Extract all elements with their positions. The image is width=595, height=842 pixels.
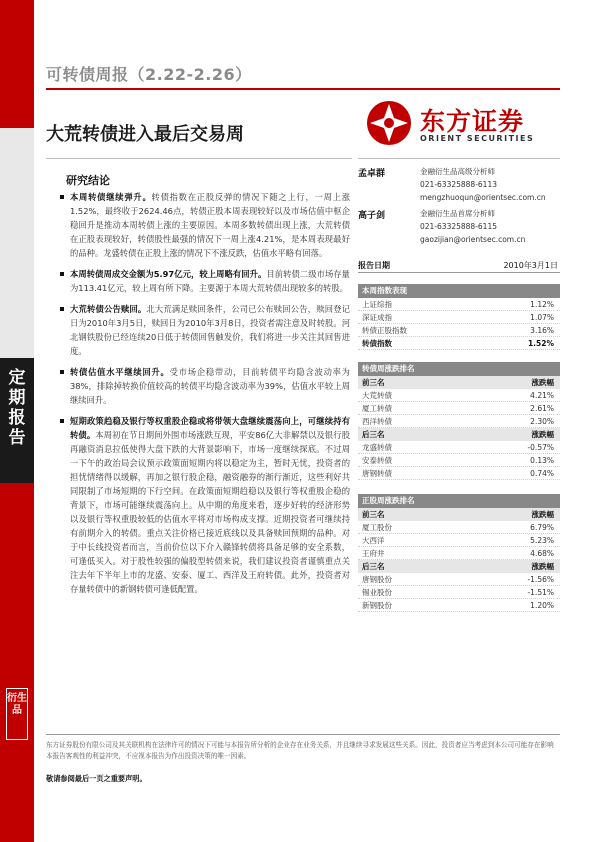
conclusion-body: 本周初在节日期间外围市场涨跌互现，平安86亿大非解禁以及银行股再融资消息拉低使得大盘下跌的大背景影响下，市场一度继续探底。不过周一下午的政治局会议预示政策面短期内将以稳定为主，暂时无忧，投资者的担忧情绪得以缓解，再加之银行股企稳，融资融券的渐行渐近，这些利好共同限制了市场短期的下行空间。在政策面短期趋稳以及银行等权重股企稳的背景下，市场可能继续震荡向上。从中期的角度来看，逐步好转的经济形势以及银行等权重股较低的估值水平将对市场构成支撑。近期投资者可继续持有前期介入的转债。重点关注价格已接近底线以及具备赎回预期的品种。对于中长线投资者而言，当前价位以下介入赣锋转债将具备足够的安全系数，可逢低买入。对于股性较强的偏股型转债来说，我们建议投资者谨慎重点关注去年下半年上市的龙盛、安泰、厦工、西洋及王府转债。此外，投资者对存量转债中的新钢转债可逢低配置。 (70, 430, 350, 594)
row-name: 上证综指 (362, 300, 392, 309)
row-value: 4.21% (530, 391, 554, 400)
subheader-value-label: 涨跌幅 (531, 430, 554, 439)
row-name: 转债指数 (362, 339, 392, 348)
row-value: 0.13% (530, 456, 554, 465)
analyst-card (358, 208, 560, 252)
row-value: 1.07% (530, 313, 554, 322)
table-row (358, 415, 560, 428)
conclusion-item (60, 302, 350, 358)
index-performance-table (358, 284, 560, 350)
table-row (358, 573, 560, 586)
footer-divider (46, 734, 560, 735)
report-date-label: 报告日期 (358, 261, 390, 270)
table-subheader (358, 428, 560, 441)
row-name: 唐钢转债 (362, 469, 392, 478)
row-name: 唐钢股份 (362, 575, 392, 584)
analyst-email[interactable]: gaozijian@orientsec.com.cn (420, 235, 526, 244)
row-value: -1.56% (527, 575, 554, 584)
row-name: 深证成指 (362, 313, 392, 322)
conclusion-heading: 本周转债继续弹升。 (70, 192, 152, 202)
row-value: 6.79% (530, 523, 554, 532)
side-bar-top-block (0, 0, 34, 128)
row-value: -1.51% (527, 588, 554, 597)
row-name: 锡业股份 (362, 588, 392, 597)
subheader-label: 前三名 (362, 378, 385, 387)
conclusion-item (60, 267, 350, 295)
table-row (358, 389, 560, 402)
row-value: 2.61% (530, 404, 554, 413)
row-value: 0.74% (530, 469, 554, 478)
report-date-divider (358, 272, 560, 273)
row-name: 西洋转债 (362, 417, 392, 426)
row-name: 厦工股份 (362, 523, 392, 532)
table-row (358, 586, 560, 599)
conclusion-item (60, 414, 350, 596)
analyst-title: 金融衍生品首席分析师 (420, 209, 495, 218)
analyst-title: 金融衍生品高级分析师 (420, 167, 495, 176)
row-name: 大荒转债 (362, 391, 392, 400)
row-value: 2.30% (530, 417, 554, 426)
row-value: 1.52% (527, 339, 554, 348)
row-name: 新钢股份 (362, 601, 392, 610)
series-title: 可转债周报（2.22-2.26） (46, 65, 252, 84)
conclusion-item (60, 190, 350, 260)
stock-ranking-table (358, 494, 560, 612)
conclusion-body: 目前转债二级市场存量为113.41亿元，较上周有所下降。主要源于本周大荒转债出现较多的转股。 (70, 269, 350, 293)
side-bar-bottom-block (0, 483, 34, 842)
conclusion-heading: 大荒转债公告赎回。 (70, 304, 147, 314)
analyst-phone: 021-63325888-6115 (420, 222, 497, 231)
conclusion-heading: 本周转债周成交金额为5.97亿元，较上周略有回升。 (70, 269, 267, 279)
report-date (358, 260, 560, 271)
report-date-value: 2010年3月1日 (503, 261, 558, 270)
header-divider (46, 88, 560, 90)
side-bar-gray-block (0, 128, 34, 358)
subheader-label: 前三名 (362, 510, 385, 519)
analyst-name: 孟卓群 (358, 169, 386, 179)
report-type-block (0, 358, 34, 483)
page-title: 大荒转债进入最后交易周 (46, 124, 244, 145)
table-row (358, 402, 560, 415)
table-row (358, 521, 560, 534)
conclusion-item (60, 365, 350, 407)
logo-name-cn: 东方证券 (420, 107, 525, 136)
category-tag: 衍生品 (6, 688, 28, 740)
table-header: 转债周涨跌排名 (358, 362, 560, 376)
table-row (358, 547, 560, 560)
table-row (358, 599, 560, 612)
convertible-ranking-table (358, 362, 560, 480)
table-header: 正股周涨跌排名 (358, 494, 560, 508)
row-name: 安泰转债 (362, 456, 392, 465)
conclusion-heading: 短期政策趋稳及银行等权重股企稳或将带领大盘继续震荡向上，可继续持有转债。 (70, 416, 350, 440)
subheader-value-label: 涨跌幅 (531, 510, 554, 519)
row-value: 1.20% (530, 601, 554, 610)
table-subheader (358, 560, 560, 573)
row-value: -0.57% (527, 443, 554, 452)
logo-mark-icon (366, 100, 412, 146)
table-subheader (358, 508, 560, 521)
conclusion-body: 转债指数在正股反弹的情况下随之上行，一周上涨1.52%，最终收于2624.46点，转债正股本周表现较好以及市场估值中枢企稳回升是推动本周转债上涨的主要原因。本周多数转债出现上涨，大荒转债在正股表现较好，转债股性最强的情况下一周上涨4.21%，是本周表现最好的品种。龙盛转债在正股上涨的情况下不涨反跌，估值水平略有回落。 (70, 192, 350, 258)
left-column-divider (46, 158, 352, 159)
conclusion-body: 受市场企稳带动，目前转债平均隐含波动率为38%，排除掉转换价值较高的转债平均隐含波动率为39%，估值水平较上周继续回升。 (70, 367, 350, 405)
row-name: 转债正股指数 (362, 326, 407, 335)
subheader-value-label: 涨跌幅 (531, 562, 554, 571)
table-row (358, 467, 560, 480)
conclusion-list (60, 190, 350, 603)
row-value: 1.12% (530, 300, 554, 309)
table-row (358, 454, 560, 467)
table-subheader (358, 376, 560, 389)
row-name: 大西洋 (362, 536, 385, 545)
table-row (358, 534, 560, 547)
analyst-phone: 021-63325888-6113 (420, 180, 497, 189)
company-logo (366, 98, 562, 154)
report-type-label: 定期报告 (8, 368, 26, 448)
important-notice: 敬请参阅最后一页之重要声明。 (46, 774, 147, 783)
conclusion-body: 北大荒满足赎回条件，公司已公布赎回公告，赎回登记日为2010年3月5日，赎回日为2010年3月8日，投资者需注意及时转股。河北钢铁股份已经连续20日低于转债回售触发价，我们将进一步关注其回售进度。 (70, 304, 350, 356)
table-row (358, 298, 560, 311)
side-bar (0, 0, 34, 842)
subheader-value-label: 涨跌幅 (531, 378, 554, 387)
logo-name-en: ORIENT SECURITIES (420, 134, 535, 143)
row-value: 5.23% (530, 536, 554, 545)
conclusion-heading: 转债估值水平继续回升。 (70, 367, 170, 377)
analyst-name: 高子剑 (358, 211, 386, 221)
table-header: 本周指数表现 (358, 284, 560, 298)
row-name: 王府井 (362, 549, 385, 558)
row-name: 厦工转债 (362, 404, 392, 413)
right-column-divider (358, 158, 560, 159)
analyst-card (358, 166, 560, 210)
table-row (358, 441, 560, 454)
section-title: 研究结论 (66, 174, 110, 187)
table-row (358, 337, 560, 350)
table-row (358, 324, 560, 337)
subheader-label: 后三名 (362, 430, 385, 439)
row-value: 4.68% (530, 549, 554, 558)
row-name: 龙盛转债 (362, 443, 392, 452)
disclaimer-text: 东方证券股份有限公司及其关联机构在法律许可的情况下可能与本报告所分析的企业存在业务关系，并且继续寻求发展这些关系。因此，投资者应当考虑到本公司可能存在影响本报告客观性的利益冲突，不应视本报告为作出投资决策的唯一因素。 (46, 741, 554, 760)
analyst-email[interactable]: mengzhuoqun@orientsec.com.cn (420, 193, 546, 202)
subheader-label: 后三名 (362, 562, 385, 571)
table-row (358, 311, 560, 324)
row-value: 3.16% (530, 326, 554, 335)
